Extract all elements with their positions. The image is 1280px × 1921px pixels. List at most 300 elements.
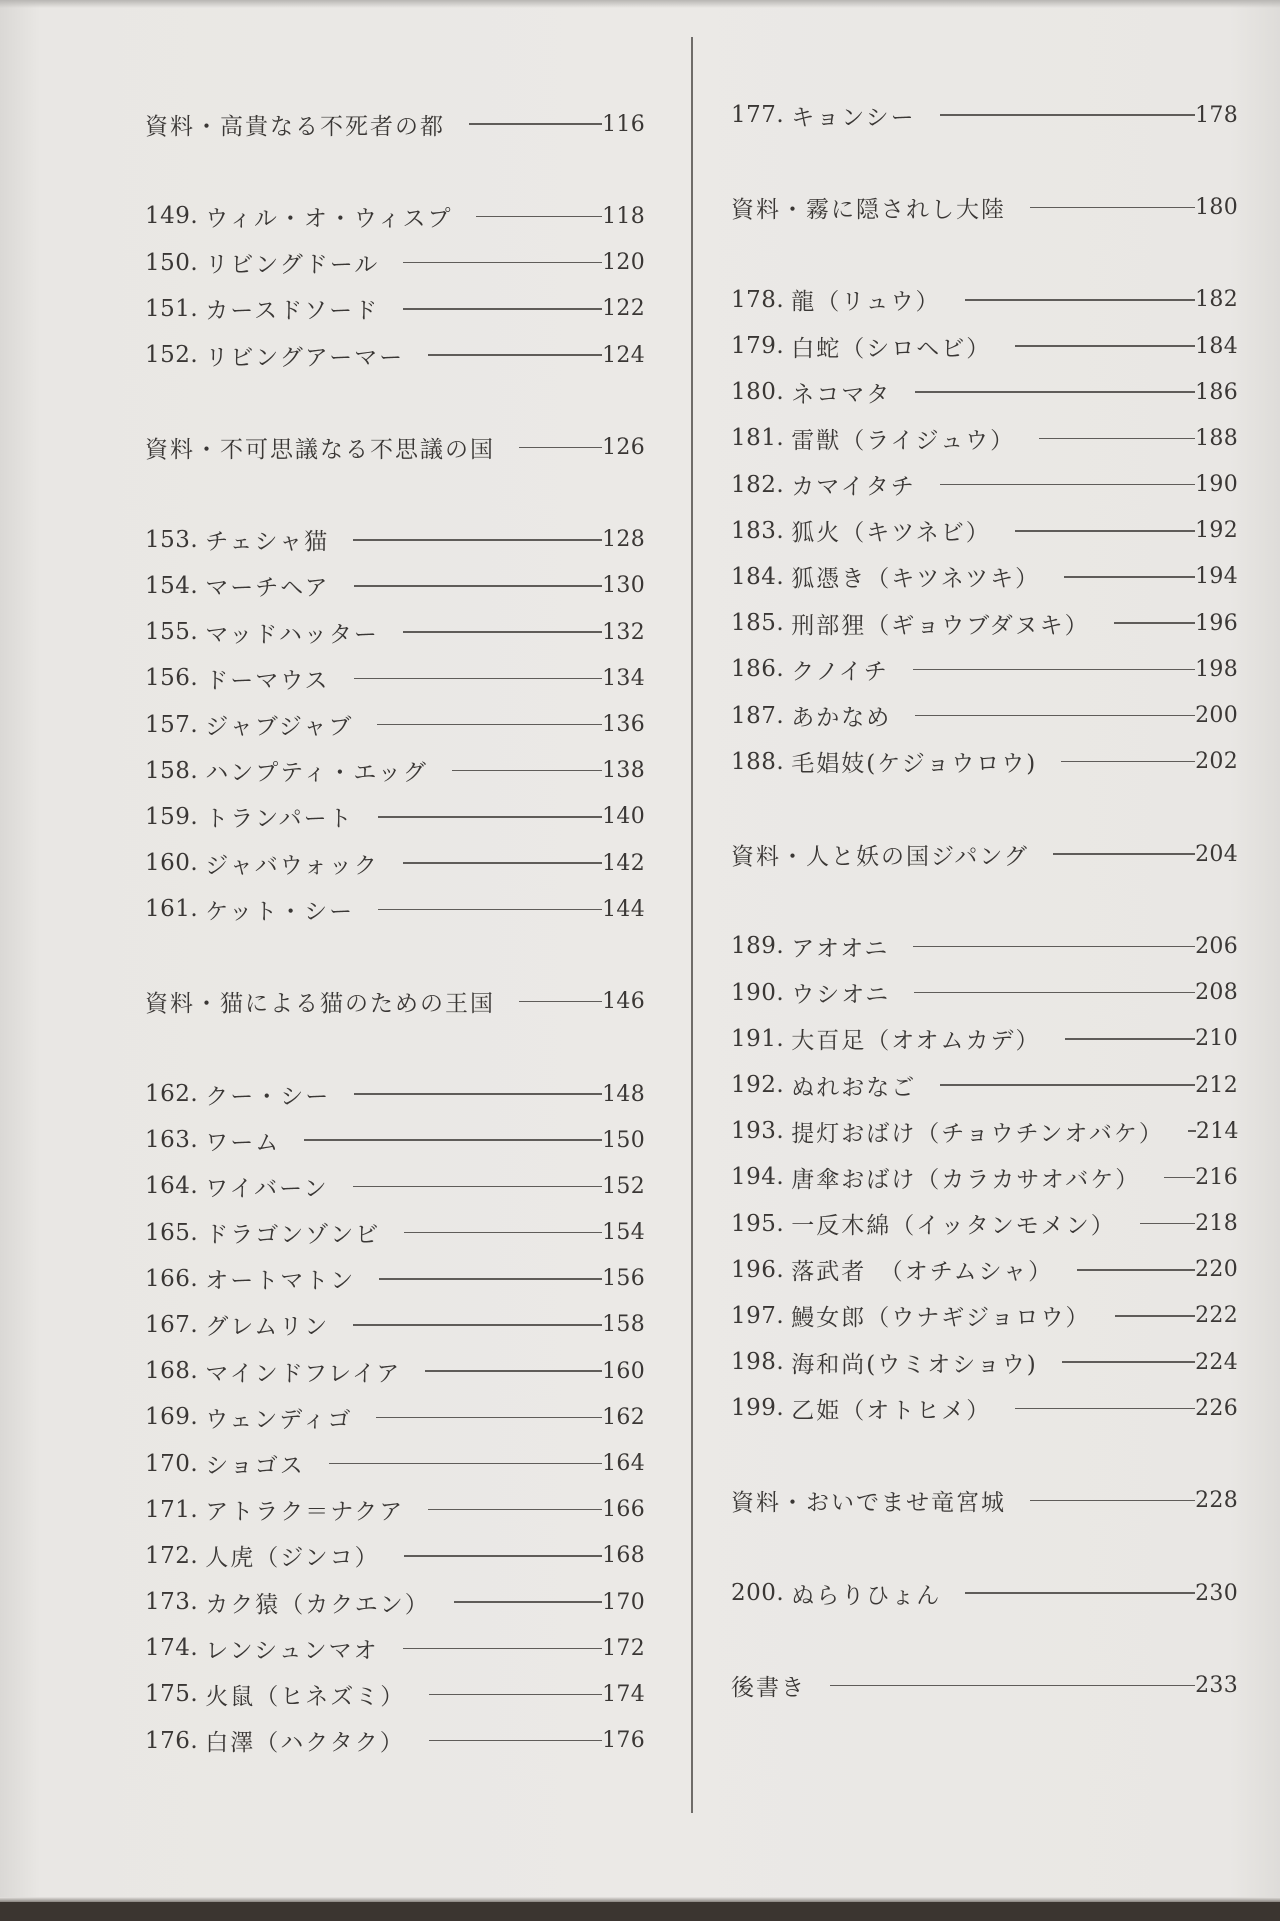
entry-title: ぬれおなご — [791, 1074, 917, 1101]
entry-title: チェシャ猫 — [205, 529, 330, 556]
page-number: 118 — [602, 203, 645, 229]
toc-entry — [731, 554, 1238, 600]
entry-label — [145, 616, 379, 649]
entry-label — [145, 292, 379, 325]
entry-label — [731, 699, 891, 732]
entry-label — [731, 1577, 941, 1610]
entry-number: 185. — [731, 610, 785, 637]
page-number: 202 — [1195, 749, 1238, 775]
page-number: 192 — [1195, 518, 1238, 544]
toc-entry — [145, 1348, 645, 1394]
entry-label — [731, 838, 1029, 871]
entry-label — [145, 523, 329, 556]
page-number: 218 — [1195, 1211, 1238, 1237]
entry-number: 166. — [145, 1265, 199, 1292]
page-number: 210 — [1195, 1026, 1238, 1052]
entry-label — [731, 930, 889, 963]
leader-line — [915, 715, 1195, 717]
toc-entry — [145, 286, 645, 332]
toc-entry — [145, 1210, 645, 1256]
entry-title: 狐憑き（キツネツキ） — [791, 566, 1041, 593]
page-number: 186 — [1195, 379, 1238, 405]
entry-number: 156. — [145, 665, 199, 692]
entry-title: 鰻女郎（ウナギジョロウ） — [791, 1305, 1091, 1332]
page-number: 156 — [602, 1266, 645, 1292]
toc-entry — [731, 1385, 1238, 1431]
page-number: 136 — [602, 712, 645, 738]
leader-line — [913, 946, 1195, 948]
entry-label — [731, 976, 890, 1009]
entry-label — [731, 1115, 1164, 1148]
leader-line — [469, 123, 602, 125]
blank-line — [145, 1025, 645, 1071]
page-number: 216 — [1195, 1164, 1238, 1190]
entry-label — [731, 745, 1037, 778]
toc-entry — [145, 1487, 645, 1533]
toc-entry — [145, 1579, 645, 1625]
page-number: 233 — [1195, 1672, 1238, 1698]
leader-line — [476, 216, 602, 218]
entry-label — [145, 754, 428, 787]
toc-entry — [145, 748, 645, 794]
toc-section-entry — [145, 424, 645, 470]
entry-number: 154. — [145, 572, 199, 599]
entry-number: 150. — [145, 249, 199, 276]
toc-entry — [731, 1201, 1238, 1247]
leader-line — [428, 1509, 602, 1511]
toc-entry — [145, 840, 645, 886]
entry-number: 168. — [145, 1358, 199, 1385]
leader-line — [428, 354, 602, 356]
leader-line — [1065, 1038, 1196, 1040]
entry-label — [731, 283, 941, 316]
leader-line — [914, 992, 1195, 994]
entry-label — [731, 1669, 806, 1702]
entry-label — [145, 1493, 404, 1526]
entry-title: クノイチ — [791, 658, 889, 685]
entry-label — [731, 607, 1090, 640]
leader-line — [1030, 1500, 1195, 1502]
leader-line — [378, 816, 602, 818]
leader-line — [940, 1084, 1195, 1086]
leader-line — [1064, 576, 1195, 578]
entry-title: ウィル・オ・ウィスプ — [205, 205, 453, 232]
leader-line — [403, 862, 602, 864]
entry-label — [145, 569, 330, 602]
toc-entry — [145, 193, 645, 239]
leader-line — [403, 308, 602, 310]
page-number: 126 — [602, 434, 645, 460]
entry-title: ワーム — [205, 1129, 281, 1156]
leader-line — [353, 539, 602, 541]
leader-line — [1039, 438, 1195, 440]
entry-label — [145, 800, 354, 833]
entry-number: 199. — [731, 1395, 785, 1422]
entry-label — [731, 514, 991, 547]
entry-title: 火鼠（ヒネズミ） — [205, 1683, 406, 1710]
entry-title: ハンプティ・エッグ — [205, 760, 428, 787]
page-number: 130 — [602, 573, 645, 599]
page-number: 166 — [602, 1497, 645, 1523]
entry-label — [145, 246, 379, 279]
page-number: 184 — [1195, 333, 1238, 359]
entry-title: トランパート — [205, 806, 354, 833]
entry-title: アオオニ — [791, 935, 890, 962]
entry-number: 161. — [145, 896, 199, 923]
page-number: 204 — [1195, 841, 1238, 867]
entry-title: ウェンディゴ — [205, 1406, 353, 1433]
leader-line — [429, 1694, 602, 1696]
toc-entry — [731, 970, 1238, 1016]
entry-number: 198. — [731, 1349, 785, 1376]
page-number: 168 — [602, 1543, 645, 1569]
entry-label — [145, 339, 404, 372]
page-number: 222 — [1195, 1303, 1238, 1329]
page-number: 188 — [1195, 425, 1238, 451]
leader-line — [1115, 1315, 1196, 1317]
leader-line — [965, 299, 1196, 301]
toc-entry — [145, 886, 645, 932]
blank-line — [145, 378, 645, 424]
entry-number: 160. — [145, 850, 199, 877]
entry-label — [731, 653, 889, 686]
entry-title: 唐傘おばけ（カラカサオバケ） — [791, 1166, 1141, 1193]
page-number: 160 — [602, 1358, 645, 1384]
entry-label — [145, 1170, 329, 1203]
entry-label — [145, 1355, 401, 1388]
toc-entry — [145, 517, 645, 563]
page-number: 164 — [602, 1451, 645, 1477]
entry-title: ジャバウォック — [205, 852, 379, 879]
entry-label — [731, 468, 916, 501]
entry-number: 189. — [731, 933, 785, 960]
entry-label — [145, 1401, 352, 1434]
entry-number: 195. — [731, 1210, 785, 1237]
entry-title: 提灯おばけ（チョウチンオバケ） — [791, 1120, 1164, 1147]
entry-number: 200. — [731, 1580, 785, 1607]
blank-line — [731, 877, 1238, 923]
toc-entry — [731, 1247, 1238, 1293]
toc-entry — [731, 508, 1238, 554]
toc-entry — [731, 739, 1238, 785]
entry-label — [731, 330, 991, 363]
entry-label — [145, 708, 353, 741]
entry-number: 162. — [145, 1081, 199, 1108]
page-number: 128 — [602, 527, 645, 553]
entry-number: 186. — [731, 656, 785, 683]
toc-entry — [145, 1117, 645, 1163]
page-number: 120 — [602, 250, 645, 276]
entry-label — [731, 99, 916, 132]
leader-line — [1061, 761, 1195, 763]
page-number: 180 — [1195, 194, 1238, 220]
entry-label — [731, 191, 1006, 224]
blank-line — [731, 138, 1238, 184]
page-number: 154 — [602, 1220, 645, 1246]
page-number: 198 — [1195, 656, 1238, 682]
entry-number: 173. — [145, 1589, 199, 1616]
entry-number: 187. — [731, 702, 785, 729]
entry-number: 192. — [731, 1072, 785, 1099]
leader-line — [913, 669, 1195, 671]
toc-entry — [145, 1256, 645, 1302]
page-number: 172 — [602, 1635, 645, 1661]
entry-label — [145, 108, 445, 141]
toc-entry — [731, 1154, 1238, 1200]
entry-title: 乙姫（オトヒメ） — [791, 1397, 992, 1424]
toc-entry — [731, 415, 1238, 461]
leader-line — [403, 1648, 602, 1650]
toc-entry — [145, 1302, 645, 1348]
entry-title: マーチヘア — [205, 575, 330, 602]
entry-label — [731, 422, 1015, 455]
entry-title: 雷獣（ライジュウ） — [791, 427, 1016, 454]
entry-title: アトラク＝ナクア — [205, 1499, 405, 1526]
leader-line — [329, 1463, 602, 1465]
page-number: 122 — [602, 296, 645, 322]
toc-entry — [731, 1016, 1238, 1062]
entry-title: ドラゴンゾンビ — [205, 1222, 381, 1249]
entry-label — [731, 560, 1040, 593]
leader-line — [940, 114, 1195, 116]
toc-entry — [731, 1062, 1238, 1108]
toc-entry — [731, 369, 1238, 415]
entry-number: 197. — [731, 1302, 785, 1329]
entry-label — [145, 1124, 280, 1157]
blank-line — [145, 932, 645, 978]
page-number: 190 — [1195, 472, 1238, 498]
leader-line — [1077, 1269, 1195, 1271]
entry-label — [731, 1346, 1038, 1379]
toc-entry — [145, 1394, 645, 1440]
toc-entry — [145, 609, 645, 655]
blank-line — [145, 147, 645, 193]
page-number: 170 — [602, 1589, 645, 1615]
leader-line — [404, 1232, 602, 1234]
entry-number: 165. — [145, 1219, 199, 1246]
blank-line — [731, 785, 1238, 831]
entry-number: 196. — [731, 1256, 785, 1283]
entry-title: ジャブジャブ — [205, 714, 354, 741]
toc-entry — [145, 563, 645, 609]
toc-entry — [731, 692, 1238, 738]
entry-title: ウシオニ — [791, 982, 891, 1009]
entry-label — [731, 1253, 1053, 1286]
entry-label — [145, 1308, 329, 1341]
page-number: 176 — [602, 1728, 645, 1754]
toc-entry — [145, 1533, 645, 1579]
entry-title: ケット・シー — [205, 898, 355, 925]
entry-title: 資料・おいでませ竜宮城 — [731, 1490, 1006, 1517]
leader-line — [1030, 207, 1195, 209]
entry-number: 191. — [731, 1025, 785, 1052]
entry-title: カースドソード — [205, 298, 380, 325]
page-number: 138 — [602, 758, 645, 784]
toc-entry — [145, 655, 645, 701]
leader-line — [1164, 1177, 1195, 1179]
leader-line — [1062, 1361, 1195, 1363]
entry-title: ぬらりひょん — [791, 1582, 942, 1609]
entry-title: カマイタチ — [791, 474, 916, 501]
entry-label — [145, 985, 495, 1018]
entry-title: 海和尚(ウミオショウ) — [791, 1351, 1038, 1378]
entry-number: 169. — [145, 1404, 199, 1431]
leader-line — [403, 262, 602, 264]
toc-entry — [731, 462, 1238, 508]
entry-label — [145, 1262, 355, 1295]
entry-number: 190. — [731, 979, 785, 1006]
entry-number: 178. — [731, 286, 785, 313]
toc-entry — [731, 323, 1238, 369]
entry-number: 157. — [145, 711, 199, 738]
leader-line — [429, 1740, 602, 1742]
entry-number: 188. — [731, 748, 785, 775]
toc-section-entry — [731, 184, 1238, 230]
page-number: 178 — [1195, 102, 1238, 128]
entry-title: 龍（リュウ） — [791, 289, 941, 316]
page-number: 224 — [1195, 1349, 1238, 1375]
entry-label — [731, 1069, 916, 1102]
entry-label — [731, 1392, 991, 1425]
entry-number: 171. — [145, 1496, 199, 1523]
entry-title: 狐火（キツネビ） — [791, 520, 991, 547]
leader-line — [425, 1370, 602, 1372]
entry-number: 182. — [731, 471, 785, 498]
entry-number: 172. — [145, 1542, 199, 1569]
entry-label — [145, 1724, 405, 1757]
leader-line — [304, 1139, 602, 1141]
entry-title: レンシュンマオ — [205, 1637, 379, 1664]
leader-line — [376, 1417, 602, 1419]
toc-entry — [731, 92, 1238, 138]
entry-title: 刑部狸（ギョウブダヌキ） — [791, 612, 1090, 639]
toc-entry — [145, 1718, 645, 1764]
page-number: 124 — [602, 342, 645, 368]
entry-label — [145, 200, 452, 233]
entry-label — [731, 1022, 1041, 1055]
entry-number: 180. — [731, 379, 785, 406]
entry-label — [731, 1207, 1116, 1240]
entry-number: 151. — [145, 295, 199, 322]
page-number: 148 — [602, 1081, 645, 1107]
blank-line — [731, 231, 1238, 277]
leader-line — [519, 1001, 602, 1003]
leader-line — [830, 1685, 1195, 1687]
entry-number: 175. — [145, 1681, 199, 1708]
entry-title: カク猿（カクエン） — [205, 1591, 430, 1618]
page-number: 182 — [1195, 287, 1238, 313]
entry-number: 153. — [145, 526, 199, 553]
entry-number: 184. — [731, 563, 785, 590]
page-number: 208 — [1195, 980, 1238, 1006]
entry-title: ワイバーン — [205, 1175, 329, 1202]
entry-label — [145, 1447, 305, 1480]
entry-label — [145, 1586, 430, 1619]
entry-number: 176. — [145, 1727, 199, 1754]
toc-entry — [145, 1440, 645, 1486]
entry-title: 資料・霧に隠されし大陸 — [731, 196, 1006, 223]
page-top-edge — [0, 0, 1280, 8]
page-number: 158 — [602, 1312, 645, 1338]
entry-number: 181. — [731, 425, 785, 452]
toc-entry — [145, 1163, 645, 1209]
entry-label — [145, 893, 354, 926]
toc-entry — [145, 240, 645, 286]
page-number: 220 — [1195, 1257, 1238, 1283]
leader-line — [454, 1601, 602, 1603]
page-number: 116 — [602, 111, 645, 137]
page-number: 200 — [1195, 703, 1238, 729]
column-divider — [691, 37, 693, 1813]
page-number: 174 — [602, 1681, 645, 1707]
entry-title: 一反木綿（イッタンモメン） — [791, 1213, 1116, 1240]
entry-number: 177. — [731, 102, 785, 129]
toc-section-entry — [731, 1662, 1238, 1708]
entry-number: 163. — [145, 1127, 199, 1154]
toc-section-entry — [731, 831, 1238, 877]
leader-line — [354, 678, 603, 680]
toc-right-column — [731, 92, 1238, 1709]
page-number: 140 — [602, 804, 645, 830]
page-number: 146 — [602, 989, 645, 1015]
entry-label — [145, 431, 495, 464]
leader-line — [519, 447, 602, 449]
page-number: 194 — [1195, 564, 1238, 590]
entry-number: 179. — [731, 333, 785, 360]
entry-title: ショゴス — [205, 1453, 305, 1480]
entry-label — [145, 847, 379, 880]
page-number: 144 — [602, 896, 645, 922]
entry-label — [145, 1678, 405, 1711]
blank-line — [731, 1431, 1238, 1477]
entry-number: 149. — [145, 203, 199, 230]
entry-title: キョンシー — [791, 104, 916, 131]
leader-line — [1053, 853, 1195, 855]
entry-title: ドーマウス — [205, 667, 330, 694]
leader-line — [354, 585, 603, 587]
entry-label — [145, 1078, 330, 1111]
entry-title: マッドハッター — [205, 621, 379, 648]
leader-line — [940, 484, 1195, 486]
entry-label — [731, 1299, 1091, 1332]
entry-number: 152. — [145, 342, 199, 369]
toc-entry — [731, 1108, 1238, 1154]
toc-entry — [145, 1071, 645, 1117]
leader-line — [354, 1093, 602, 1095]
entry-title: グレムリン — [205, 1314, 330, 1341]
toc-entry — [731, 1293, 1238, 1339]
blank-line — [731, 1524, 1238, 1570]
entry-title: 落武者 （オチムシャ） — [791, 1259, 1054, 1286]
entry-number: 155. — [145, 619, 199, 646]
leader-line — [1015, 1408, 1195, 1410]
toc-section-entry — [731, 1478, 1238, 1524]
page-bottom-edge — [0, 1902, 1280, 1921]
page-number: 228 — [1195, 1488, 1238, 1514]
leader-line — [965, 1592, 1195, 1594]
entry-label — [731, 376, 891, 409]
entry-title: 資料・人と妖の国ジパング — [731, 843, 1029, 870]
blank-line — [145, 471, 645, 517]
entry-label — [145, 1216, 380, 1249]
leader-line — [379, 1278, 602, 1280]
toc-entry — [145, 332, 645, 378]
entry-label — [731, 1484, 1006, 1517]
entry-number: 183. — [731, 517, 785, 544]
entry-title: 白蛇（シロヘビ） — [791, 335, 992, 362]
entry-title: 後書き — [731, 1674, 806, 1701]
page-number: 226 — [1195, 1395, 1238, 1421]
